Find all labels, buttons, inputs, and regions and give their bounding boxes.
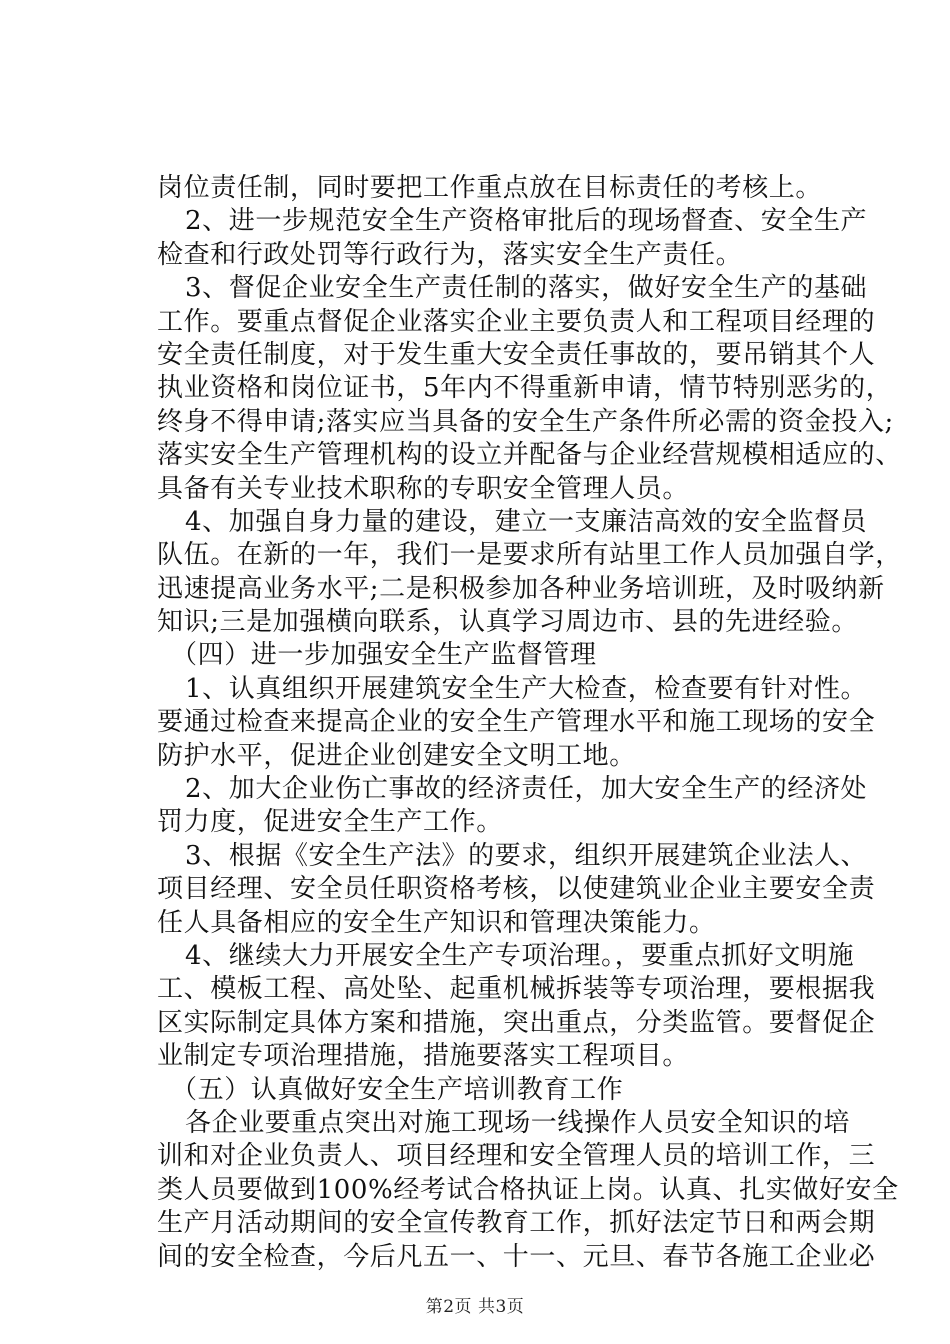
text-line: 间的安全检查，今后凡五一、十一、元旦、春节各施工企业必 [157, 1241, 876, 1272]
text-line: 执业资格和岗位证书，5年内不得重新申请，情节特别恶劣的， [157, 373, 893, 404]
text-line: 工、模板工程、高处坠、起重机械拆装等专项治理，要根据我 [157, 974, 876, 1005]
text-line: 4、加强自身力量的建设，建立一支廉洁高效的安全监督员 [185, 506, 868, 537]
text-line: 知识;三是加强横向联系，认真学习周边市、县的先进经验。 [157, 607, 858, 638]
text-line: 迅速提高业务水平;二是积极参加各种业务培训班，及时吸纳新 [157, 573, 885, 604]
text-line: 各企业要重点突出对施工现场一线操作人员安全知识的培 [185, 1107, 851, 1138]
text-line: 区实际制定具体方案和措施，突出重点，分类监管。要督促企 [157, 1007, 876, 1038]
text-line: 工作。要重点督促企业落实企业主要负责人和工程项目经理的 [157, 306, 876, 337]
text-line: 罚力度，促进安全生产工作。 [157, 807, 503, 838]
section-heading: （四）进一步加强安全生产监督管理 [171, 640, 597, 671]
text-line: 4、继续大力开展安全生产专项治理。，要重点抓好文明施 [185, 940, 855, 971]
document-body [157, 172, 902, 1274]
text-line: 3、根据《安全生产法》的要求，组织开展建筑企业法人、 [185, 840, 868, 871]
text-line: 1、认真组织开展建筑安全生产大检查，检查要有针对性。 [185, 673, 868, 704]
text-line: 防护水平，促进企业创建安全文明工地。 [157, 740, 636, 771]
text-line: 类人员要做到100%经考试合格执证上岗。认真、扎实做好安全 [157, 1174, 899, 1205]
text-line: 项目经理、安全员任职资格考核，以使建筑业企业主要安全责 [157, 874, 876, 905]
text-line: 训和对企业负责人、项目经理和安全管理人员的培训工作，三 [157, 1141, 876, 1172]
page-number-footer: 第2页 共3页 [425, 1297, 525, 1317]
text-line: 生产月活动期间的安全宣传教育工作，抓好法定节日和两会期 [157, 1208, 876, 1239]
text-line: 落实安全生产管理机构的设立并配备与企业经营规模相适应的、 [157, 440, 902, 471]
text-line: 3、督促企业安全生产责任制的落实，做好安全生产的基础 [185, 273, 868, 304]
text-line: 任人具备相应的安全生产知识和管理决策能力。 [157, 907, 716, 938]
text-line: 要通过检查来提高企业的安全生产管理水平和施工现场的安全 [157, 707, 876, 738]
text-line: 具备有关专业技术职称的专职安全管理人员。 [157, 473, 690, 504]
text-line: 2、进一步规范安全生产资格审批后的现场督查、安全生产 [185, 206, 868, 237]
text-line: 检查和行政处罚等行政行为，落实安全生产责任。 [157, 239, 743, 270]
text-line: 安全责任制度，对于发生重大安全责任事故的，要吊销其个人 [157, 339, 876, 370]
text-line: 终身不得申请;落实应当具备的安全生产条件所必需的资金投入; [157, 406, 894, 437]
section-heading: （五）认真做好安全生产培训教育工作 [171, 1074, 624, 1105]
text-line: 队伍。在新的一年，我们一是要求所有站里工作人员加强自学， [157, 540, 902, 571]
text-line: 岗位责任制，同时要把工作重点放在目标责任的考核上。 [157, 173, 823, 203]
text-line: 业制定专项治理措施，措施要落实工程项目。 [157, 1041, 690, 1072]
text-line: 2、加大企业伤亡事故的经济责任，加大安全生产的经济处 [185, 774, 868, 805]
